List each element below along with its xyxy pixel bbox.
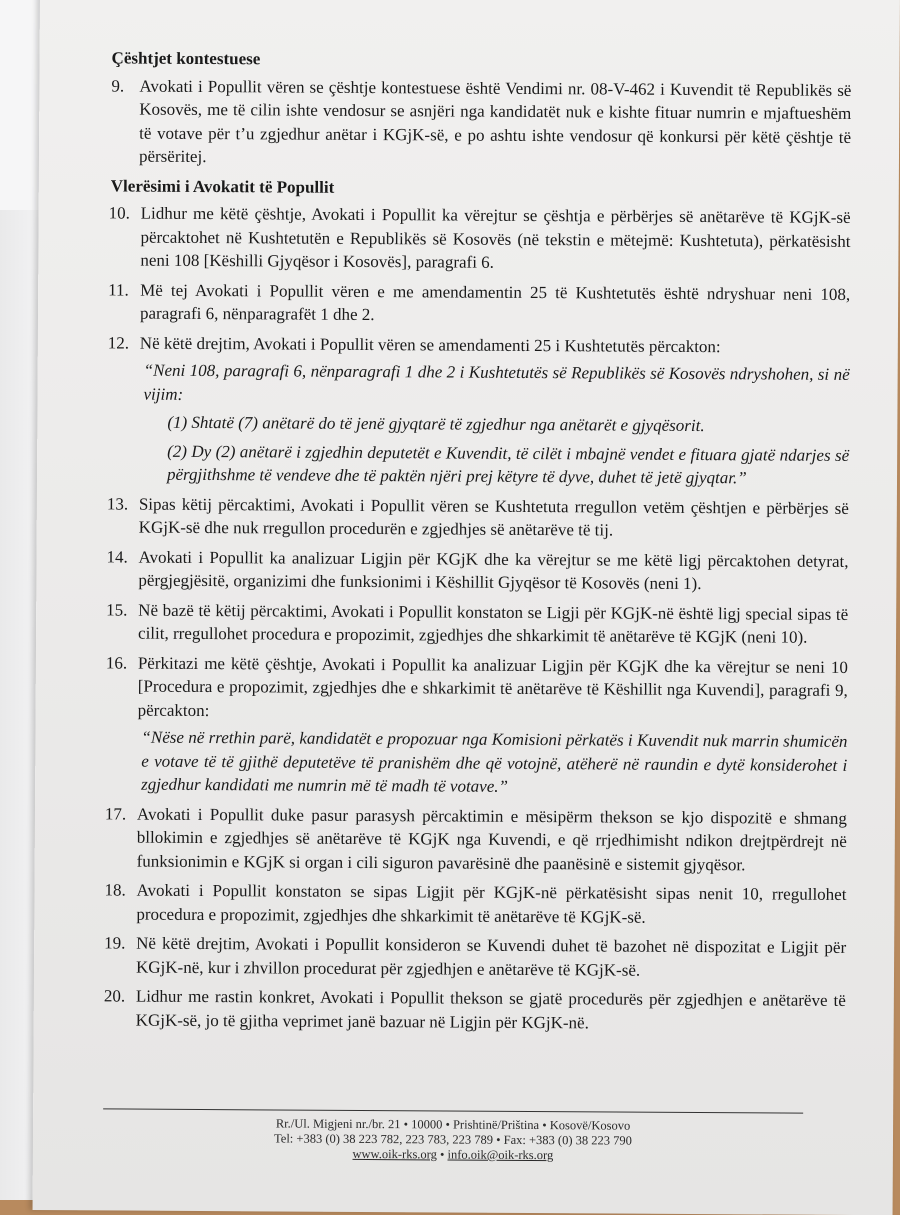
footer-address: Rr./Ul. Migjeni nr./br. 21 • 10000 • Prishtinë/Priština • Kosovë/Kosovo bbox=[275, 1116, 631, 1133]
footer-phone-fax: Tel: +383 (0) 38 223 782, 223 783, 223 789 • Fax: +383 (0) 38 223 790 bbox=[274, 1131, 632, 1148]
paragraph-number: 18. bbox=[104, 880, 126, 900]
email-link[interactable]: info.oik@oik-rks.org bbox=[447, 1147, 554, 1163]
law-quote: “Nëse në rrethin parë, kandidatët e propozuar nga Komisioni përkatës i Kuvendit nuk marrin shumicën e votave të të gjithë deputetëve të pranishëm dhe që votojnë, atëherë në raundin e dytë konsiderohet i zgjedhur kandidati me numrin më të madh të votave.” bbox=[141, 727, 848, 796]
paragraph-text: Përkitazi me këtë çështje, Avokati i Popullit ka analizuar Ligjin për KGjK dhe ka vërejtur se neni 10 [Procedura e propozimit, zgjedhjes dhe e shkarkimit të anëtarëve të Këshillit nga Kuvendi], paragrafi 9, përcakton: bbox=[137, 653, 848, 720]
paragraph-number: 20. bbox=[103, 986, 126, 1006]
paragraph-10 bbox=[110, 201, 850, 276]
paragraph-text: Avokati i Popullit duke pasur parasysh përcaktimin e mësipërm thekson se kjo dispozitë e shmang bllokimin e zgjedhjes së anëtarëve të KGjK nga Kuvendi, e që rrjedhimisht ndikon drejtpërdrejt në funksionimin e KGjK si organ i cili siguron pavarësinë dhe paanësinë e sistemit gjyqësor. bbox=[136, 804, 848, 874]
paragraph-text: Avokati i Popullit vëren se çështje kontestuese është Vendimi nr. 08-V-462 i Kuvendit të Republikës së Kosovës, me të cilin ishte vendosur se asnjëri nga kandidatët nuk e kishte fituar numrin e mjaftueshëm të votave për t’u zgjedhur anëtar i KGjK-së, e po ashtu ishte vendosur që konkursi për këtë çështje të përsëritej. bbox=[138, 76, 852, 167]
paragraph-20 bbox=[103, 984, 846, 1036]
paragraph-17 bbox=[104, 802, 848, 877]
paragraph-number: 16. bbox=[105, 652, 128, 673]
quote-subparagraph-2: (2) Dy (2) anëtarë i zgjedhin deputetët e Kuvendit, të cilët i mbajnë vendet e fituara gjatë ndarjes së përgjithshme të vendeve dhe të paktën njëri prej këtyre të dyve, duhet të jetë gjyqtar.” bbox=[166, 441, 850, 488]
paragraph-16 bbox=[107, 651, 848, 801]
paragraph-text: Lidhur me këtë çështje, Avokati i Popullit ka vërejtur se çështja e përbërjes së anëtarëve të KGjK-së përcaktohet në Kushtetutën e Republikës së Kosovës (në tekstin e mëtejmë: Kushtetuta), përkatësisht neni 108 [Këshilli Gjyqësor i Kosovës], paragrafi 6. bbox=[140, 203, 851, 272]
paragraph-11 bbox=[110, 278, 850, 330]
paragraph-number: 10. bbox=[108, 203, 130, 223]
section-heading-ombudsperson-assessment: Vlerësimi i Avokatit të Popullit bbox=[110, 175, 335, 197]
paragraph-14 bbox=[108, 545, 848, 597]
paragraph-text: Avokati i Popullit konstaton se sipas Ligjit për KGjK-në përkatësisht sipas nenit 10, rregullohet procedura e propozimit, zgjedhjes dhe shkarkimit të anëtarëve të KGjK-së. bbox=[136, 880, 847, 927]
footer-separator: • bbox=[436, 1147, 448, 1162]
paragraph-text: Avokati i Popullit ka analizuar Ligjin për KGjK dhe ka vërejtur se me këtë ligj përcaktohen detyrat, përgjegjësitë, organizimi dhe funksionimi i Këshillit Gjyqësor të Kosovës (neni 1). bbox=[138, 547, 849, 594]
paragraph-text: Në këtë drejtim, Avokati i Popullit konsideron se Kuvendi duhet të bazohet në dispozitat e Ligjit për KGjK-në, kur i zhvillon procedurat për zgjedhjen e anëtarëve të KGjK-së. bbox=[135, 933, 847, 980]
paragraph-15 bbox=[108, 598, 848, 650]
paragraph-text: Sipas këtij përcaktimi, Avokati i Popullit vëren se Kushtetuta rregullon vetëm çështjen e përbërjes së KGjK-së dhe nuk rregullon procedurën e zgjedhjes së anëtarëve të tij. bbox=[138, 494, 849, 540]
paragraph-13 bbox=[106, 492, 849, 544]
footer-links bbox=[103, 1145, 803, 1164]
paragraph-number: 12. bbox=[107, 332, 130, 353]
paragraph-text: Lidhur me rastin konkret, Avokati i Popullit thekson se gjatë procedurës për zgjedhjen e anëtarëve të KGjK-së, jo të gjitha veprimet janë bazuar në Ligjin për KGjK-në. bbox=[135, 986, 846, 1032]
paragraph-number: 19. bbox=[104, 933, 126, 953]
paragraph-18 bbox=[106, 878, 846, 930]
paragraph-text: Në bazë të këtij përcaktimi, Avokati i Popullit konstaton se Ligji për KGjK-në është ligj special sipas të cilit, rregullohet procedura e propozimit, zgjedhjes dhe shkarkimit të anëtarëve të KGjK (neni 10). bbox=[138, 600, 849, 647]
document-page bbox=[33, 0, 900, 1215]
paragraph-number: 15. bbox=[106, 599, 128, 620]
paragraph-19 bbox=[106, 931, 846, 983]
paragraph-number: 9. bbox=[111, 75, 125, 96]
paragraph-number: 14. bbox=[106, 546, 128, 567]
constitution-quote: “Neni 108, paragrafi 6, nënparagrafi 1 dhe 2 i Kushtetutës së Republikës së Kosovës ndryshohen, si në vijim: bbox=[143, 360, 850, 404]
section-heading-contested-issues: Çështjet kontestuese bbox=[111, 48, 261, 69]
website-link[interactable]: www.oik-rks.org bbox=[352, 1146, 437, 1162]
paragraph-text: Më tej Avokati i Popullit vëren e me amendamentin 25 të Kushtetutës është ndryshuar neni 108, paragrafi 6, nënparagrafët 1 dhe 2. bbox=[139, 280, 851, 325]
quote-subparagraph-1: (1) Shtatë (7) anëtarë do të jenë gjyqtarë të zgjedhur nga anëtarët e gjyqësorit. bbox=[167, 412, 705, 436]
paragraph-text: Në këtë drejtim, Avokati i Popullit vëren se amendamenti 25 i Kushtetutës përcakton: bbox=[139, 333, 721, 356]
document-body bbox=[103, 46, 852, 1042]
paragraph-number: 11. bbox=[108, 279, 129, 300]
paragraph-number: 17. bbox=[104, 803, 127, 824]
paragraph-9 bbox=[111, 74, 852, 173]
paragraph-12 bbox=[109, 331, 850, 491]
page-footer bbox=[103, 1108, 803, 1164]
paragraph-number: 13. bbox=[106, 493, 129, 514]
